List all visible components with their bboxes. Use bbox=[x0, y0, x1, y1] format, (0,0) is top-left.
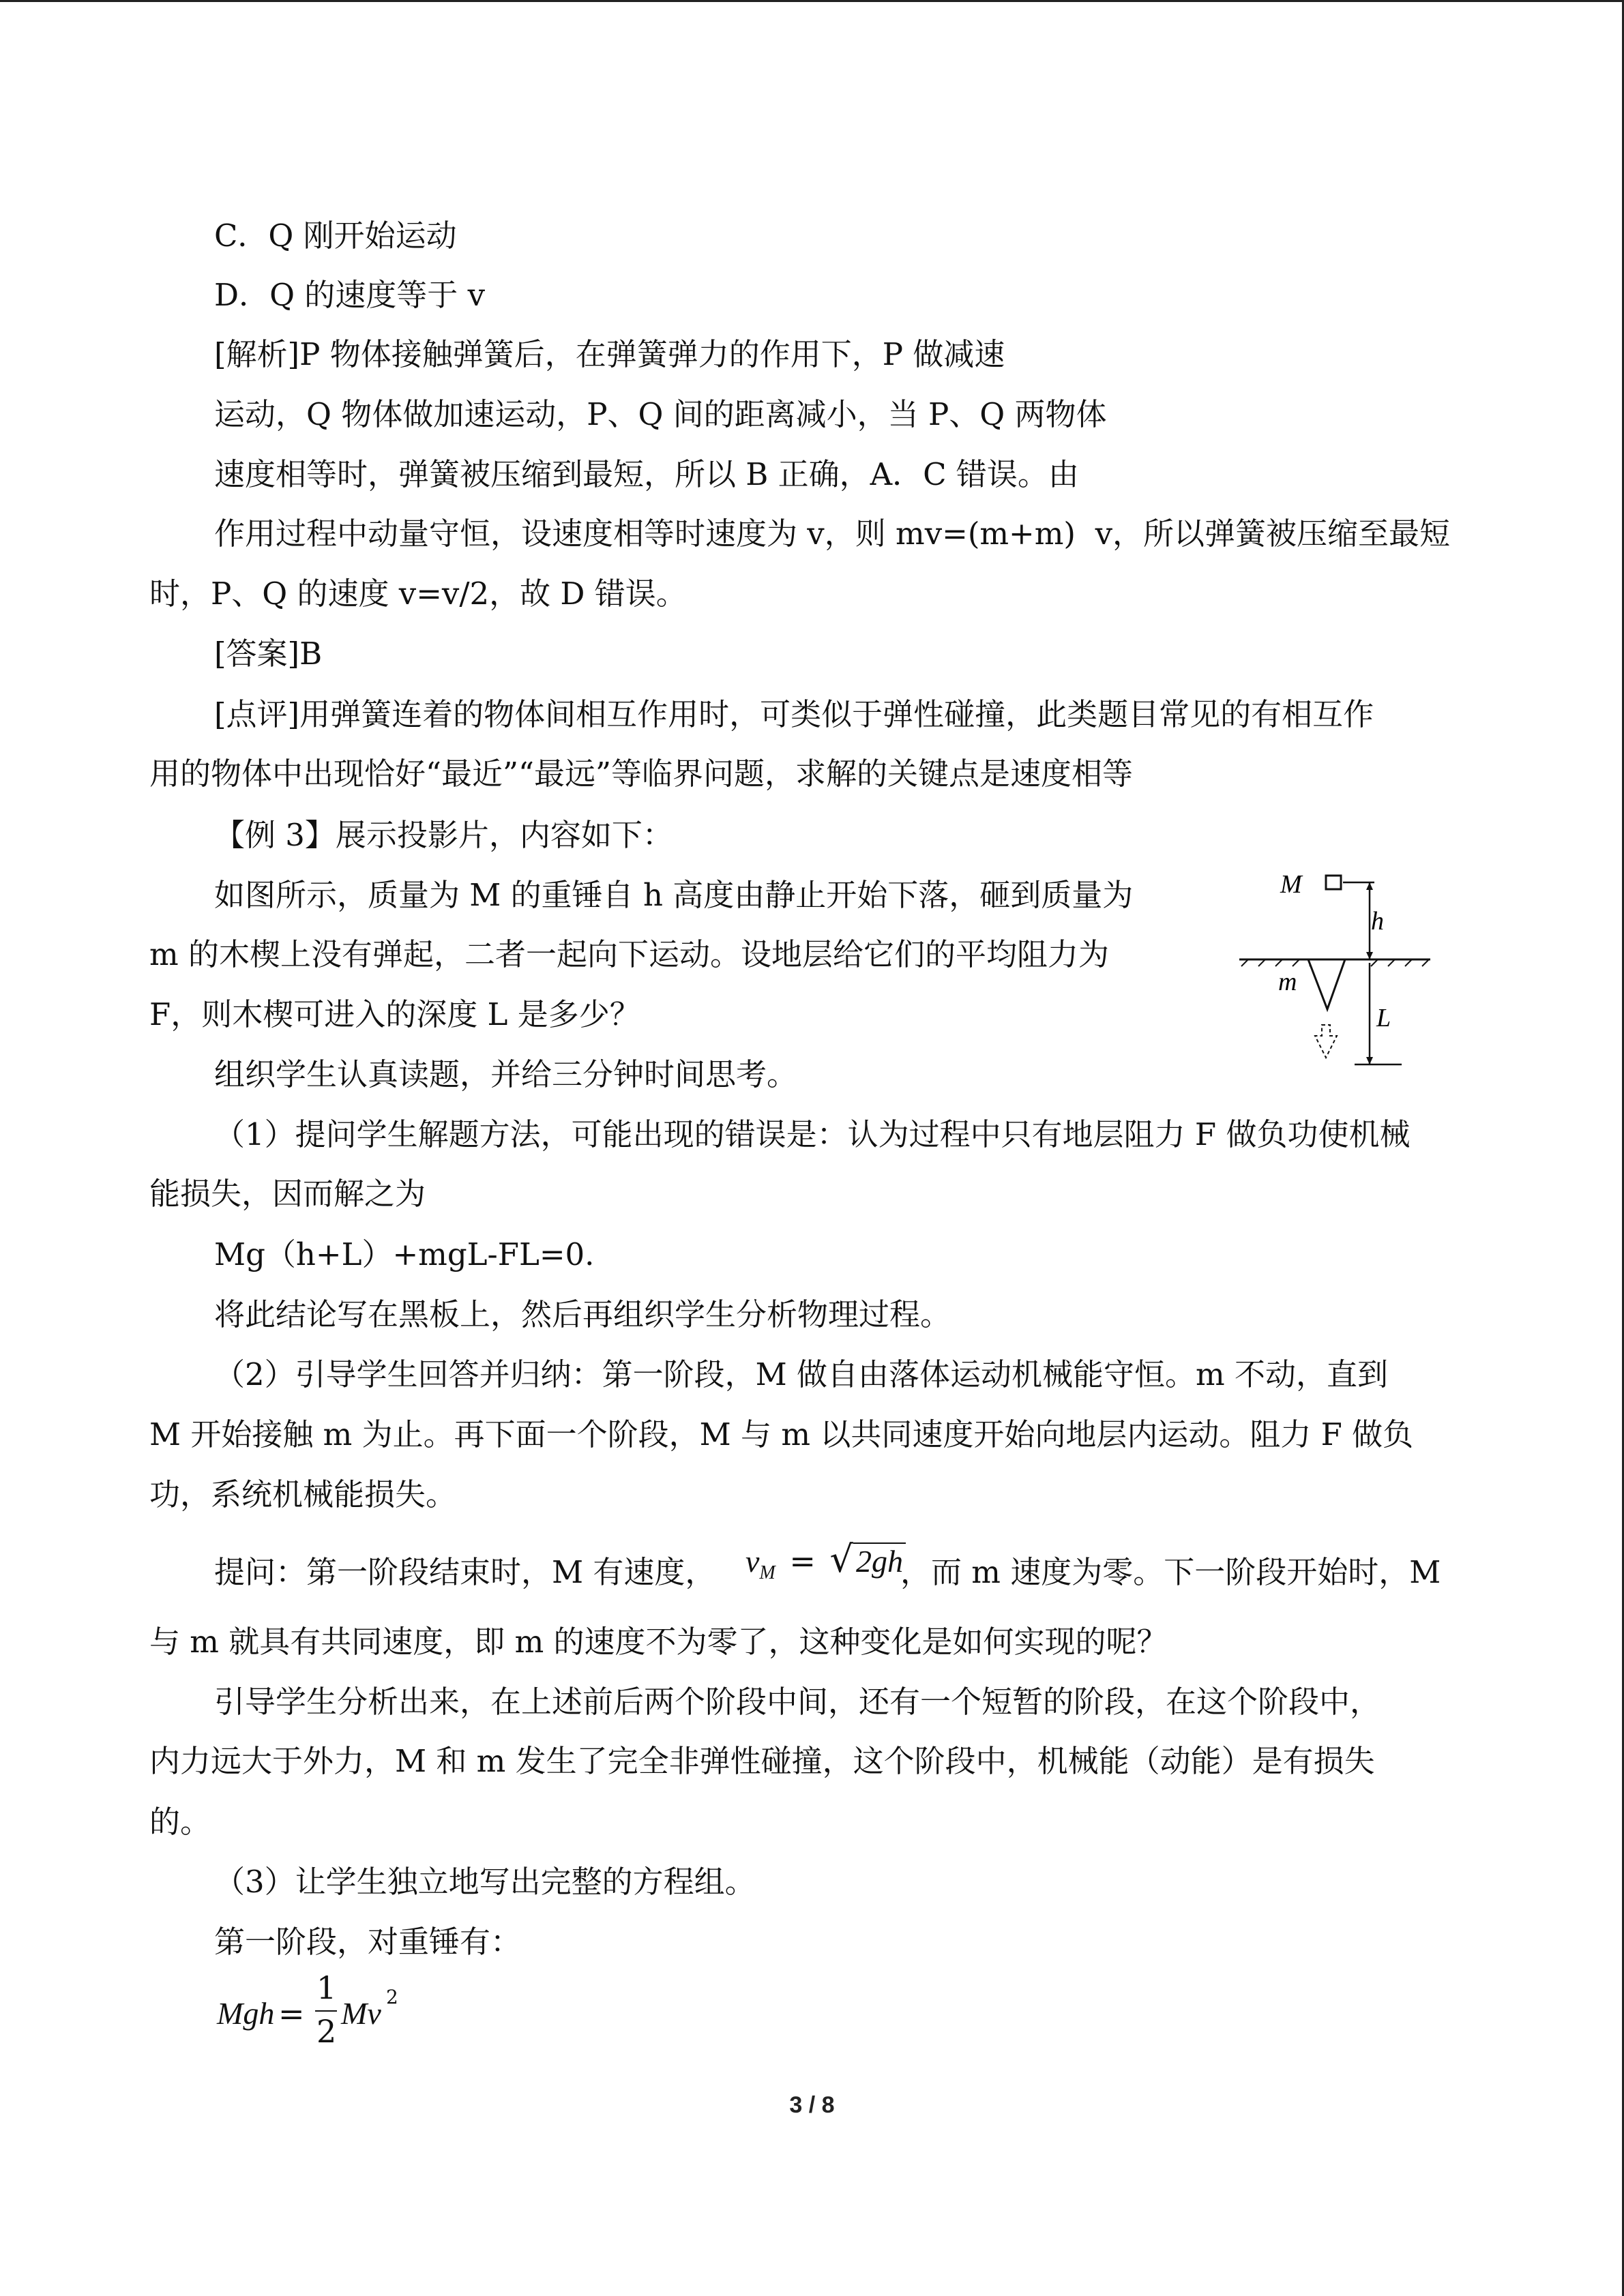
comment-line-1: [点评]用弹簧连着的物体间相互作用时，可类似于弹性碰撞，此类题目常见的有相互作 bbox=[214, 696, 1374, 732]
option-d: D．Q 的速度等于 v bbox=[214, 277, 486, 313]
step1-line-2: 能损失，因而解之为 bbox=[149, 1176, 426, 1212]
velocity-formula bbox=[745, 1536, 906, 1583]
height-arrow-bottom bbox=[1366, 952, 1373, 959]
height-arrow-top bbox=[1366, 882, 1373, 890]
label-h: h bbox=[1371, 907, 1384, 936]
analysis-line-5: 时，P、Q 的速度 v=v/2，故 D 错误。 bbox=[149, 576, 687, 612]
answer-line: [答案]B bbox=[214, 636, 323, 672]
analysis-line-2: 运动，Q 物体做加速运动，P、Q 间的距离减小，当 P、Q 两物体 bbox=[214, 396, 1107, 432]
frac-den: 2 bbox=[316, 2013, 337, 2050]
step3-line: （3）让学生独立地写出完整的方程组。 bbox=[214, 1864, 756, 1900]
wedge bbox=[1308, 959, 1345, 1009]
label-L: L bbox=[1376, 1004, 1391, 1032]
problem-line-1: 如图所示，质量为 M 的重锤自 h 高度由静止开始下落，砸到质量为 bbox=[214, 877, 1134, 913]
mgh-lhs: Mgh bbox=[217, 1996, 275, 2031]
frac-num: 1 bbox=[316, 1969, 337, 2006]
question-line-part2: ，而 m 速度为零。下一阶段开始时，M bbox=[900, 1554, 1441, 1590]
question-line-2: 与 m 就具有共同速度，即 m 的速度不为零了，这种变化是如何实现的呢？ bbox=[149, 1624, 1168, 1660]
analysis-line-1: [解析]P 物体接触弹簧后，在弹簧弹力的作用下，P 做减速 bbox=[214, 336, 1005, 372]
guide-line-1: 引导学生分析出来，在上述前后两个阶段中间，还有一个短暂的阶段，在这个阶段中， bbox=[214, 1684, 1381, 1720]
problem-line-2: m 的木楔上没有弹起，二者一起向下运动。设地层给它们的平均阻力为 bbox=[149, 936, 1109, 972]
blackboard-line: 将此结论写在黑板上，然后再组织学生分析物理过程。 bbox=[214, 1296, 951, 1332]
label-m: m bbox=[1278, 968, 1297, 996]
stage1-line: 第一阶段，对重锤有： bbox=[214, 1924, 522, 1960]
vm-sub: M bbox=[759, 1562, 776, 1583]
analysis-line-3: 速度相等时，弹簧被压缩到最短，所以 B 正确，A．C 错误。由 bbox=[214, 456, 1079, 492]
top-border bbox=[0, 0, 1624, 2]
step2-line-1: （2）引导学生回答并归纳：第一阶段，M 做自由落体运动机械能守恒。m 不动，直到 bbox=[214, 1356, 1388, 1392]
step1-line-1: （1）提问学生解题方法，可能出现的错误是：认为过程中只有地层阻力 F 做负功使机械 bbox=[214, 1116, 1411, 1152]
mgh-eq: = bbox=[278, 1995, 305, 2032]
analysis-line-4: 作用过程中动量守恒，设速度相等时速度为 v，则 mv=(m+m) v，所以弹簧被压缩至最短 bbox=[214, 516, 1451, 552]
label-M: M bbox=[1280, 870, 1302, 899]
wedge-final-position bbox=[1315, 1025, 1337, 1058]
vm-radicand: 2gh bbox=[853, 1542, 906, 1579]
guide-line-3: 的。 bbox=[149, 1804, 211, 1840]
vm-eq: = bbox=[789, 1542, 816, 1579]
wrong-equation: Mg（h+L）+mgL-FL=0. bbox=[214, 1236, 595, 1272]
vm-lhs: v bbox=[745, 1544, 760, 1579]
guide-line-2: 内力远大于外力，M 和 m 发生了完全非弹性碰撞，这个阶段中，机械能（动能）是有损失 bbox=[149, 1743, 1375, 1779]
organize-line: 组织学生认真读题，并给三分钟时间思考。 bbox=[214, 1056, 798, 1092]
question-line-part1: 提问：第一阶段结束时，M 有速度， bbox=[214, 1554, 716, 1590]
hammer-block bbox=[1326, 876, 1341, 889]
frac-bar bbox=[315, 2010, 337, 2012]
mgh-rhs: Mv bbox=[341, 1996, 381, 2031]
page-number: 3 / 8 bbox=[789, 2092, 835, 2118]
comment-line-2: 用的物体中出现恰好“最近”“最远”等临界问题，求解的关键点是速度相等 bbox=[149, 756, 1134, 792]
hammer-wedge-diagram bbox=[1228, 863, 1453, 1074]
mgh-sup: 2 bbox=[386, 1986, 398, 2008]
problem-line-3: F，则木楔可进入的深度 L 是多少？ bbox=[149, 996, 640, 1032]
step2-line-3: 功，系统机械能损失。 bbox=[149, 1476, 457, 1512]
example-3-heading: 【例 3】展示投影片，内容如下： bbox=[214, 817, 673, 853]
sqrt-symbol: √ bbox=[829, 1538, 853, 1581]
step2-line-2: M 开始接触 m 为止。再下面一个阶段，M 与 m 以共同速度开始向地层内运动。阻力 F 做负 bbox=[149, 1416, 1414, 1452]
option-c: C．Q 刚开始运动 bbox=[214, 218, 457, 254]
depth-arrow-bottom bbox=[1366, 1057, 1373, 1064]
